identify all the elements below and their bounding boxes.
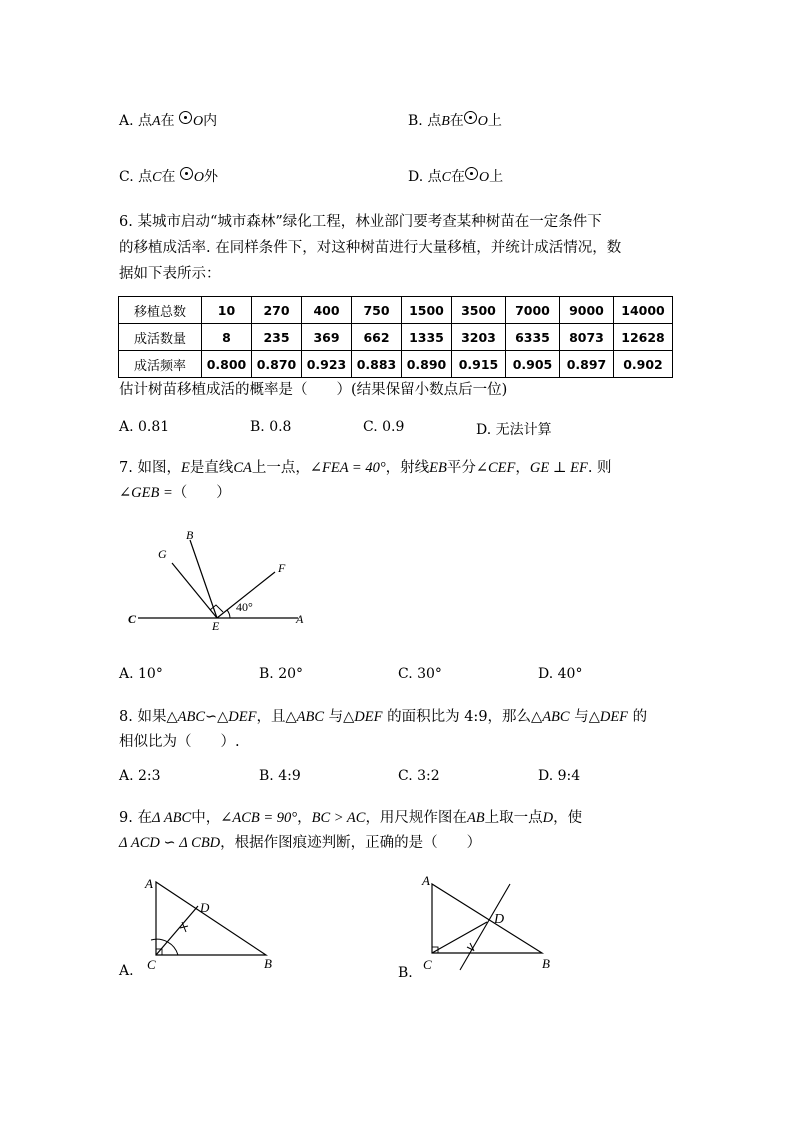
q6-option-a[interactable]: A. 0.81 (119, 419, 170, 435)
q6-option-b[interactable]: B. 0.8 (250, 419, 292, 435)
q5-option-c[interactable] (119, 166, 218, 186)
point-label: A (152, 114, 161, 129)
circle-label: O (193, 170, 205, 185)
triangle-abc (432, 884, 542, 953)
table-cell: 0.870 (252, 351, 302, 378)
table-cell: 400 (302, 297, 352, 324)
q8-triangle: △DEF (343, 709, 383, 725)
q7-text: （ ） (172, 485, 231, 501)
label-b: B (264, 956, 272, 970)
construction-mark (180, 922, 188, 932)
q7-var: CA (233, 460, 252, 476)
row-header: 移植总数 (119, 297, 202, 324)
q9-text: ， (297, 810, 312, 826)
q9-triangle: Δ ABC (151, 810, 192, 826)
q6-line: 的移植成活率. 在同样条件下，对这种树苗进行大量移植，并统计成活情况，数 (119, 240, 622, 256)
option-text: 在 (450, 169, 465, 185)
q9-text: 9. 在 (119, 810, 152, 826)
q6-stem (119, 209, 679, 287)
q8-similarity: △ABC∽△DEF (166, 709, 257, 725)
table-cell: 662 (352, 324, 402, 351)
q9-var: D (542, 810, 554, 826)
table-cell: 8 (202, 324, 252, 351)
q8-option-a[interactable]: A. 2:3 (119, 768, 161, 784)
table-cell: 270 (252, 297, 302, 324)
option-prefix: B. 点 (408, 113, 442, 129)
table-cell: 1500 (402, 297, 452, 324)
q7-text: ， (515, 460, 530, 476)
q9-inequality: BC > AC (311, 810, 366, 826)
label-e: E (212, 619, 220, 633)
q8-text: 与 (574, 709, 589, 725)
q6-option-d[interactable]: D. 无法计算 (476, 422, 552, 438)
table-row (119, 324, 673, 351)
table-cell: 12628 (614, 324, 673, 351)
q9-figure-b[interactable] (412, 870, 562, 974)
q9-var: AB (466, 810, 485, 826)
q9-option-b[interactable]: B. (398, 965, 413, 981)
q8-text: 的 (632, 709, 648, 725)
q9-figure-a[interactable] (138, 870, 288, 970)
q7-var: E (180, 460, 190, 476)
table-cell: 6335 (506, 324, 560, 351)
table-cell: 1335 (402, 324, 452, 351)
table-cell: 0.800 (202, 351, 252, 378)
q8-stem-line2: 相似比为（ ）. (119, 734, 240, 750)
label-c: C (423, 957, 432, 972)
option-text: 在 (161, 169, 176, 185)
q8-option-d[interactable]: D. 9:4 (538, 768, 581, 784)
q7-stem-line2 (119, 481, 231, 502)
q7-text: . 则 (587, 460, 612, 476)
q6-question: 估计树苗移植成活的概率是（ ）(结果保留小数点后一位) (119, 382, 508, 398)
point-label: C (152, 170, 162, 185)
circle-dot-icon (464, 111, 477, 124)
q8-option-b[interactable]: B. 4:9 (259, 768, 301, 784)
label-a: A (145, 876, 153, 891)
q8-text: ，且 (256, 709, 286, 725)
circle-label: O (478, 170, 490, 185)
row-header: 成活频率 (119, 351, 202, 378)
construction-line (460, 884, 510, 970)
label-c: C (147, 957, 156, 970)
option-text: 上 (489, 169, 504, 185)
q7-angle-expression: ∠FEA = 40° (309, 460, 386, 476)
table-cell: 0.905 (506, 351, 560, 378)
label-b: B (186, 528, 194, 542)
ray-eb (190, 540, 217, 618)
label-d: D (200, 900, 210, 915)
q9-text: 上取一点 (484, 810, 543, 826)
angle-label: 40° (236, 600, 253, 614)
label-g: G (158, 547, 167, 561)
construction-arc (151, 939, 178, 955)
table-cell: 14000 (614, 297, 673, 324)
q7-text: 7. 如图， (119, 460, 181, 476)
q8-option-c[interactable]: C. 3:2 (398, 768, 440, 784)
label-c: C (128, 612, 137, 626)
q7-perp-expression: GE ⊥ EF (529, 460, 588, 476)
point-label: B (441, 114, 450, 129)
option-text: 上 (487, 113, 502, 129)
q5-option-b[interactable] (408, 110, 502, 130)
table-row (119, 297, 673, 324)
q6-option-c[interactable]: C. 0.9 (363, 419, 405, 435)
q9-text: 中， (191, 810, 221, 826)
q6-line: 6. 某城市启动“城市森林”绿化工程，林业部门要考查某种树苗在一定条件下 (119, 214, 602, 230)
table-cell: 235 (252, 324, 302, 351)
q8-text: 8. 如果 (119, 709, 167, 725)
point-label: C (441, 170, 451, 185)
q7-option-d[interactable]: D. 40° (538, 666, 583, 682)
q8-text: 的面积比为 4:9，那么 (387, 709, 532, 725)
q6-data-table (118, 296, 673, 378)
table-cell: 0.897 (560, 351, 614, 378)
q9-stem-line1 (119, 806, 582, 827)
table-cell: 750 (352, 297, 402, 324)
circle-dot-icon (179, 111, 192, 124)
q8-text: 与 (328, 709, 344, 725)
option-text: 在 (160, 113, 175, 129)
q8-triangle: △ABC (531, 709, 570, 725)
table-cell: 0.883 (352, 351, 402, 378)
q7-option-a[interactable]: A. 10° (119, 666, 163, 682)
q9-option-a[interactable]: A. (119, 963, 134, 979)
q9-stem-line2 (119, 831, 481, 852)
q7-text: 是直线 (189, 460, 234, 476)
segment-cd (156, 906, 198, 955)
q7-text: ，射线 (385, 460, 430, 476)
q7-option-b[interactable]: B. 20° (259, 666, 304, 682)
table-cell: 8073 (560, 324, 614, 351)
q9-angle-expression: ∠ACB = 90° (220, 810, 298, 826)
circle-dot-icon (465, 167, 478, 180)
table-cell: 3203 (452, 324, 506, 351)
option-text: 内 (203, 113, 218, 129)
option-prefix: C. 点 (119, 169, 153, 185)
table-cell: 9000 (560, 297, 614, 324)
table-cell: 7000 (506, 297, 560, 324)
table-cell: 0.902 (614, 351, 673, 378)
label-f: F (278, 561, 286, 575)
q7-text: 上一点， (251, 460, 310, 476)
table-cell: 0.915 (452, 351, 506, 378)
option-text: 在 (449, 113, 464, 129)
q9-similarity: Δ ACD ∽ Δ CBD (119, 835, 221, 851)
option-text: 外 (204, 169, 219, 185)
table-cell: 0.923 (302, 351, 352, 378)
circle-label: O (477, 114, 488, 129)
q8-stem-line1 (119, 705, 647, 726)
q5-option-a[interactable] (119, 110, 217, 130)
circle-label: O (193, 114, 204, 129)
q9-text: ，根据作图痕迹判断，正确的是（ ） (220, 835, 482, 851)
option-prefix: A. 点 (119, 113, 153, 129)
label-a: A (422, 873, 430, 888)
q7-angle-expression: ∠GEB = (119, 485, 173, 501)
q7-option-c[interactable]: C. 30° (398, 666, 442, 682)
label-b: B (542, 956, 550, 971)
q7-figure (120, 525, 320, 635)
option-prefix: D. 点 (408, 169, 442, 185)
table-cell: 0.890 (402, 351, 452, 378)
label-a: A (296, 612, 304, 626)
q7-stem-line1 (119, 456, 612, 477)
triangle-abc (156, 882, 266, 955)
table-cell: 369 (302, 324, 352, 351)
q9-text: ，使 (553, 810, 583, 826)
q9-text: ，用尺规作图在 (365, 810, 467, 826)
label-d: D (494, 912, 505, 927)
q5-option-d[interactable] (408, 166, 503, 186)
q6-line: 据如下表所示： (119, 266, 221, 282)
angle-arc (227, 610, 230, 618)
q8-triangle: △ABC (285, 709, 325, 725)
q7-var: EB (429, 460, 447, 476)
table-cell: 10 (202, 297, 252, 324)
table-cell: 3500 (452, 297, 506, 324)
circle-dot-icon (180, 167, 193, 180)
q7-text: 平分 (446, 460, 476, 476)
q8-triangle: △DEF (588, 709, 629, 725)
q7-angle-expression: ∠CEF (475, 460, 516, 476)
row-header: 成活数量 (119, 324, 202, 351)
table-row (119, 351, 673, 378)
